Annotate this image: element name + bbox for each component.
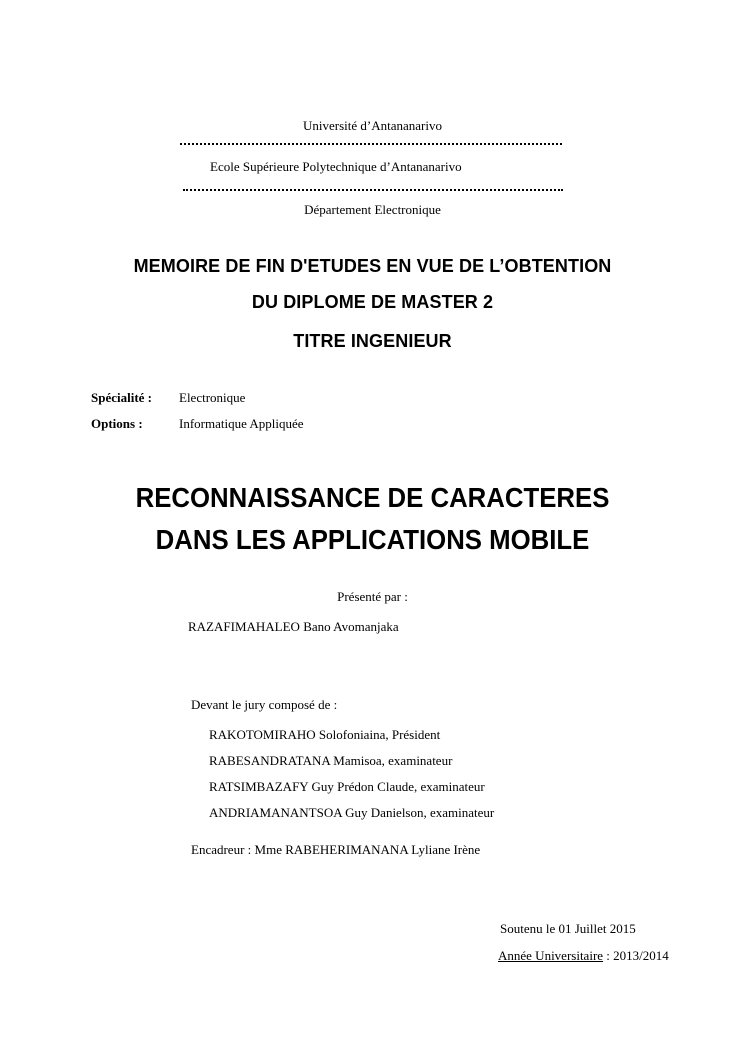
jury-intro: Devant le jury composé de : (191, 697, 338, 712)
jury-member: RABESANDRATANA Mamisoa, examinateur (209, 753, 453, 768)
supervisor: Encadreur : Mme RABEHERIMANANA Lyliane Irène (191, 842, 481, 857)
thesis-title-line-1: RECONNAISSANCE DE CARACTERES (135, 482, 610, 513)
school-name: Ecole Supérieure Polytechnique d’Antananarivo (210, 159, 462, 174)
specialty-value: Electronique (179, 390, 246, 405)
jury-member: RAKOTOMIRAHO Solofoniaina, Président (209, 727, 441, 742)
jury-member: RATSIMBAZAFY Guy Prédon Claude, examinateur (209, 779, 485, 794)
memoire-line-2: DU DIPLOME DE MASTER 2 (251, 292, 494, 312)
department-name: Département Electronique (304, 202, 441, 217)
dotted-divider-2 (183, 189, 563, 191)
academic-year-label: Année Universitaire (498, 948, 604, 963)
academic-year-value: : 2013/2014 (603, 948, 669, 963)
specialty-label: Spécialité : (91, 390, 153, 405)
options-label: Options : (91, 416, 143, 431)
defense-date: Soutenu le 01 Juillet 2015 (500, 921, 636, 936)
thesis-title-line-2: DANS LES APPLICATIONS MOBILE (155, 524, 590, 555)
university-name: Université d’Antananarivo (303, 118, 442, 133)
options-value: Informatique Appliquée (179, 416, 304, 431)
memoire-line-3: TITRE INGENIEUR (293, 331, 452, 351)
academic-year (498, 948, 669, 964)
jury-member: ANDRIAMANANTSOA Guy Danielson, examinateur (209, 805, 495, 820)
author-name: RAZAFIMAHALEO Bano Avomanjaka (188, 619, 399, 634)
presented-by-label: Présenté par : (337, 589, 408, 604)
memoire-line-1: MEMOIRE DE FIN D'ETUDES EN VUE DE L’OBTENTION (133, 256, 612, 276)
dotted-divider-1 (180, 143, 562, 145)
